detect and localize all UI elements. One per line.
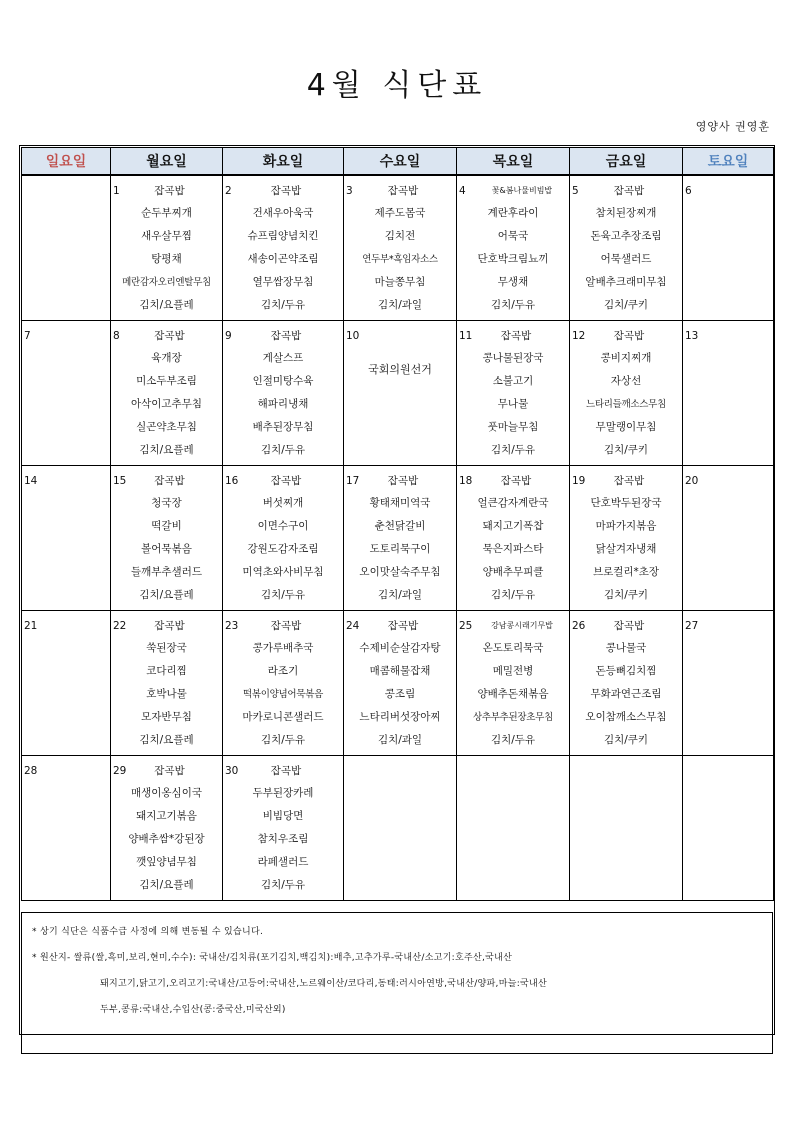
menu-item: 잡곡밥 <box>387 475 419 487</box>
menu-item: 깻잎양념무침 <box>136 856 197 868</box>
day-cell <box>457 466 570 611</box>
day-cell <box>111 466 223 611</box>
weekday-header: 월요일 <box>111 148 223 176</box>
menu-item: 김치/쿠키 <box>603 444 649 456</box>
week-row <box>22 321 774 466</box>
week-row <box>22 175 774 321</box>
menu-item: 라페샐러드 <box>257 856 309 868</box>
menu-item: 돈육고추장조림 <box>590 230 662 242</box>
day-cell <box>570 321 683 466</box>
day-cell <box>22 466 111 611</box>
menu-item: 콩조림 <box>384 688 416 700</box>
menu-item: 잡곡밥 <box>154 185 185 197</box>
day-number: 10 <box>346 329 360 342</box>
menu-item: 떡갈비 <box>151 520 182 532</box>
menu-item: 춘천닭갈비 <box>374 520 426 532</box>
day-number: 18 <box>459 474 473 487</box>
day-number: 20 <box>685 474 699 487</box>
day-number: 15 <box>113 474 127 487</box>
weekday-header: 목요일 <box>457 148 570 176</box>
day-cell <box>344 321 457 466</box>
day-number: 13 <box>685 329 699 342</box>
day-cell <box>22 756 111 901</box>
menu-item: 제주도몸국 <box>374 207 426 219</box>
day-number: 23 <box>225 619 239 632</box>
menu-item: 청국장 <box>151 497 182 509</box>
menu-item: 꽃&봄나물비빔밥 <box>491 186 553 195</box>
menu-item: 김치/과일 <box>377 299 423 311</box>
menu-item: 볼어묵볶음 <box>141 543 192 555</box>
day-number: 19 <box>572 474 586 487</box>
day-number: 21 <box>24 619 38 632</box>
day-number: 17 <box>346 474 360 487</box>
menu-item: 매콤해물잡채 <box>369 665 431 677</box>
day-number: 16 <box>225 474 239 487</box>
menu-item: 두부된장카레 <box>252 787 314 799</box>
menu-item: 김치/요플레 <box>139 589 194 601</box>
menu-item: 참치우조림 <box>257 833 309 845</box>
menu-item: 콩비지찌개 <box>600 352 652 364</box>
day-number: 29 <box>113 764 127 777</box>
menu-item: 메란감자오리엔탈무침 <box>122 277 211 288</box>
day-cell <box>223 175 344 321</box>
menu-item: 잡곡밥 <box>613 330 645 342</box>
menu-item: 인절미탕수육 <box>252 375 314 387</box>
day-cell <box>111 611 223 756</box>
menu-item: 라조기 <box>267 665 299 677</box>
menu-item: 미역초와사비무침 <box>242 566 324 578</box>
week-row <box>22 611 774 756</box>
day-cell <box>683 756 774 901</box>
menu-item: 이면수구이 <box>257 520 309 532</box>
menu-item: 잡곡밥 <box>270 765 302 777</box>
day-cell <box>570 611 683 756</box>
menu-item: 닭살겨자냉채 <box>595 543 657 555</box>
day-cell <box>457 321 570 466</box>
menu-item: 김치/두유 <box>260 879 306 891</box>
author-label: 영양사 권영훈 <box>695 120 770 133</box>
menu-item: 자상선 <box>610 375 642 387</box>
note-line-2: * 원산지- 쌀류(쌀,흑미,보리,현미,수수): 국내산/김치류(포기김치,백김치):배추,고추가루-국내산/소고기:호주산,국내산 <box>32 953 513 963</box>
day-number: 27 <box>685 619 699 632</box>
day-number: 28 <box>24 764 38 777</box>
day-number: 9 <box>225 329 232 342</box>
menu-item: 탕평채 <box>151 253 182 265</box>
menu-item: 단호박크림뇨끼 <box>477 253 549 265</box>
menu-item: 양배추돈채볶음 <box>477 688 549 700</box>
day-cell <box>344 756 457 901</box>
menu-item: 오이참깨소스무침 <box>585 711 667 723</box>
day-number: 24 <box>346 619 360 632</box>
day-number: 14 <box>24 474 38 487</box>
day-number: 5 <box>572 184 579 197</box>
menu-table <box>21 147 774 901</box>
menu-item: 잡곡밥 <box>154 475 185 487</box>
menu-item: 게살스프 <box>262 352 304 364</box>
week-row <box>22 466 774 611</box>
day-cell <box>457 175 570 321</box>
menu-item: 김치/두유 <box>490 444 536 456</box>
weekday-header: 토요일 <box>683 148 774 176</box>
menu-item: 메밀전병 <box>492 665 534 677</box>
menu-item: 김치/요플레 <box>139 444 194 456</box>
menu-item: 김치전 <box>384 230 416 242</box>
day-cell <box>683 611 774 756</box>
day-number: 2 <box>225 184 232 197</box>
day-cell <box>22 321 111 466</box>
weekday-header: 금요일 <box>570 148 683 176</box>
menu-item: 참치된장찌개 <box>595 207 657 219</box>
menu-item: 순두부찌개 <box>141 207 192 219</box>
note-line-3: 돼지고기,닭고기,오리고기:국내산/고등어:국내산,노르웨이산/코다리,동태:러시아연방,국내산/양파,마늘:국내산 <box>100 979 548 989</box>
menu-item: 코다리찜 <box>146 665 187 677</box>
menu-item: 모자반무침 <box>141 711 192 723</box>
menu-item: 실곤약초무침 <box>136 421 197 433</box>
menu-item: 마파가지볶음 <box>595 520 657 532</box>
day-number: 25 <box>459 619 473 632</box>
note-line-1: * 상기 식단은 식품수급 사정에 의해 변동될 수 있습니다. <box>32 927 264 937</box>
menu-item: 잡곡밥 <box>613 620 645 632</box>
menu-item: 비빔당면 <box>262 810 304 822</box>
day-cell <box>683 466 774 611</box>
day-cell <box>570 756 683 901</box>
menu-item: 해파리냉채 <box>257 398 309 410</box>
menu-item: 새송이곤약조림 <box>247 253 319 265</box>
menu-item: 잡곡밥 <box>154 330 185 342</box>
day-cell <box>683 175 774 321</box>
menu-item: 어묵국 <box>497 230 529 242</box>
menu-item: 수제비순살감자탕 <box>359 642 441 654</box>
menu-item: 김치/과일 <box>377 734 423 746</box>
day-cell <box>683 321 774 466</box>
menu-item: 김치/두유 <box>490 734 536 746</box>
menu-item: 온도토리묵국 <box>482 642 544 654</box>
menu-item: 김치/요플레 <box>139 734 194 746</box>
day-number: 3 <box>346 184 353 197</box>
menu-item: 돼지고기볶음 <box>136 810 197 822</box>
menu-item: 단호박두된장국 <box>590 497 662 509</box>
day-cell <box>457 611 570 756</box>
menu-item: 잡곡밥 <box>154 765 185 777</box>
menu-item: 김치/요플레 <box>139 299 194 311</box>
menu-item: 무말랭이무침 <box>595 421 657 433</box>
day-number: 11 <box>459 329 473 342</box>
menu-item: 슈프림양념치킨 <box>247 230 319 242</box>
day-cell <box>223 756 344 901</box>
menu-item: 새우살무찜 <box>141 230 192 242</box>
menu-item: 김치/두유 <box>490 589 536 601</box>
day-cell <box>111 321 223 466</box>
holiday-label: 국회의원선거 <box>368 363 432 376</box>
day-number: 1 <box>113 184 120 197</box>
menu-item: 김치/쿠키 <box>603 299 649 311</box>
weekday-header: 화요일 <box>223 148 344 176</box>
menu-item: 잡곡밥 <box>270 620 302 632</box>
menu-item: 김치/두유 <box>260 734 306 746</box>
day-cell <box>570 175 683 321</box>
day-number: 12 <box>572 329 586 342</box>
menu-item: 건새우아욱국 <box>252 207 314 219</box>
menu-item: 잡곡밥 <box>270 185 302 197</box>
menu-item: 잡곡밥 <box>154 620 185 632</box>
menu-item: 잡곡밥 <box>500 330 532 342</box>
day-cell <box>111 756 223 901</box>
notes-box <box>21 912 773 1054</box>
menu-item: 호박나물 <box>146 688 187 700</box>
menu-item: 버섯찌개 <box>262 497 304 509</box>
menu-item: 김치/과일 <box>377 589 423 601</box>
weekday-header: 일요일 <box>22 148 111 176</box>
weekday-header-row <box>22 148 774 176</box>
menu-item: 김치/쿠키 <box>603 589 649 601</box>
day-cell <box>344 466 457 611</box>
menu-item: 콩나물된장국 <box>482 352 544 364</box>
day-number: 8 <box>113 329 120 342</box>
day-cell <box>223 611 344 756</box>
day-number: 30 <box>225 764 239 777</box>
menu-item: 강남콩시래기무밥 <box>491 621 553 630</box>
menu-item: 잡곡밥 <box>387 620 419 632</box>
menu-item: 돈등뼈김치찜 <box>595 665 657 677</box>
menu-item: 소불고기 <box>492 375 534 387</box>
menu-item: 김치/두유 <box>260 299 306 311</box>
menu-item: 도토리묵구이 <box>369 543 431 555</box>
day-cell <box>223 466 344 611</box>
menu-item: 강원도감자조림 <box>247 543 319 555</box>
menu-item: 잡곡밥 <box>613 475 645 487</box>
day-number: 26 <box>572 619 586 632</box>
menu-item: 콩가루배추국 <box>252 642 314 654</box>
menu-item: 묵은지파스타 <box>482 543 544 555</box>
day-number: 7 <box>24 329 31 342</box>
menu-item: 마카로니콘샐러드 <box>242 711 324 723</box>
page-title: 4월 식단표 <box>306 68 488 103</box>
menu-item: 쑥된장국 <box>146 642 187 654</box>
day-cell <box>457 756 570 901</box>
menu-item: 김치/두유 <box>490 299 536 311</box>
menu-item: 김치/두유 <box>260 444 306 456</box>
menu-item: 육개장 <box>151 352 182 364</box>
day-cell <box>111 175 223 321</box>
menu-item: 잡곡밥 <box>500 475 532 487</box>
menu-item: 오이맛살숙주무침 <box>359 566 441 578</box>
menu-item: 브로컬리*초장 <box>592 566 660 578</box>
day-cell <box>570 466 683 611</box>
menu-item: 김치/요플레 <box>139 879 194 891</box>
menu-item: 무생채 <box>497 276 529 288</box>
day-number: 22 <box>113 619 127 632</box>
note-line-4: 두부,콩류:국내산,수입산(콩:중국산,미국산외) <box>100 1005 286 1015</box>
menu-item: 김치/쿠키 <box>603 734 649 746</box>
menu-item: 잡곡밥 <box>270 475 302 487</box>
week-row <box>22 756 774 901</box>
weeks-body <box>22 175 774 901</box>
menu-item: 계란후라이 <box>487 207 539 219</box>
day-number: 6 <box>685 184 692 197</box>
menu-item: 잡곡밥 <box>613 185 645 197</box>
menu-item: 얼큰감자계란국 <box>477 497 549 509</box>
menu-item: 김치/두유 <box>260 589 306 601</box>
menu-item: 무화과연근조림 <box>590 688 662 700</box>
menu-item: 아삭이고추무침 <box>130 398 202 410</box>
menu-item: 어묵샐러드 <box>600 253 652 265</box>
day-cell <box>344 175 457 321</box>
menu-item: 잡곡밥 <box>270 330 302 342</box>
menu-item: 돼지고기폭찹 <box>482 520 544 532</box>
menu-item: 잡곡밥 <box>387 185 419 197</box>
menu-item: 양배추쌈*강된장 <box>128 833 205 845</box>
menu-item: 황태채미역국 <box>369 497 431 509</box>
menu-item: 마늘쫑무침 <box>374 276 426 288</box>
menu-item: 무나물 <box>497 398 529 410</box>
menu-item: 느타리버섯장아찌 <box>359 711 441 723</box>
weekday-header: 수요일 <box>344 148 457 176</box>
menu-item: 콩나물국 <box>605 642 647 654</box>
menu-item: 미소두부조림 <box>136 375 197 387</box>
day-cell <box>223 321 344 466</box>
day-cell <box>22 175 111 321</box>
menu-item: 느타리들깨소스무침 <box>586 399 666 410</box>
menu-item: 양배추무피클 <box>482 566 544 578</box>
day-number: 4 <box>459 184 466 197</box>
menu-item: 배추된장무침 <box>252 421 314 433</box>
menu-item: 풋마늘무침 <box>487 421 539 433</box>
menu-item: 열무쌈장무침 <box>252 276 314 288</box>
menu-item: 매생이옹심이국 <box>130 787 202 799</box>
day-cell <box>22 611 111 756</box>
day-cell <box>344 611 457 756</box>
menu-item: 떡볶이양념어묵볶음 <box>243 689 323 700</box>
menu-item: 상추부추된장초무침 <box>473 712 553 723</box>
menu-item: 알배추크래미무침 <box>585 276 667 288</box>
menu-item: 연두부*흑임자소스 <box>362 254 438 265</box>
menu-item: 들깨부추샐러드 <box>130 566 202 578</box>
